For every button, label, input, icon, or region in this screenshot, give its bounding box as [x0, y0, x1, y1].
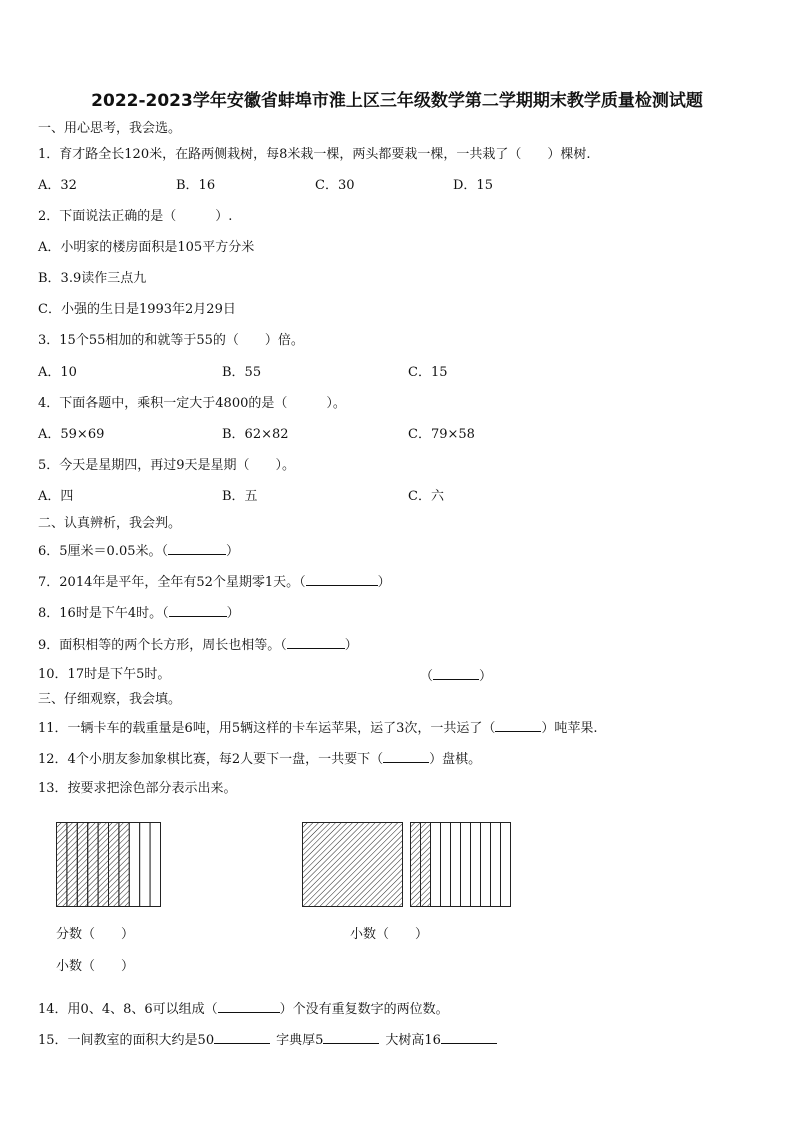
q11-tail: ）吨苹果. [541, 721, 598, 736]
figure-1-tenths [56, 822, 162, 908]
q9-answer-blank[interactable] [287, 636, 345, 649]
q15-part1: 15．一间教室的面积大约是50 [38, 1033, 215, 1048]
question-14 [38, 1000, 449, 1018]
q7-answer-blank[interactable] [306, 573, 378, 586]
q2-option-a[interactable]: A．小明家的楼房面积是105平方分米 [38, 240, 255, 255]
fig2-strip-4 [441, 823, 451, 907]
q14-text: 14．用0、4、8、6可以组成（ [38, 1002, 218, 1017]
question-6 [38, 542, 239, 560]
fig1-strip-5 [98, 823, 108, 907]
question-4: 4．下面各题中，乘积一定大于4800的是（ ）。 [38, 396, 346, 411]
fig2-strip-2 [421, 823, 431, 907]
q5-option-c[interactable]: C．六 [408, 489, 444, 504]
question-2: 2．下面说法正确的是（ ）. [38, 209, 233, 224]
question-12 [38, 750, 481, 768]
fig2-strip-9 [491, 823, 501, 907]
fig2-whole-unit [303, 823, 403, 907]
section-heading-1: 一、用心思考，我会选。 [38, 121, 182, 136]
figure-2-decimal [302, 822, 514, 908]
fig1-decimal-label[interactable]: 小数（ ） [56, 959, 135, 974]
q8-close: ） [226, 606, 240, 621]
q4-option-a[interactable]: A．59×69 [38, 427, 105, 442]
fig1-strip-1 [57, 823, 67, 907]
q15-part2: 字典厚5 [276, 1033, 324, 1048]
q1-option-c[interactable]: C．30 [315, 178, 355, 193]
q1-option-b[interactable]: B．16 [176, 178, 216, 193]
question-1: 1．育才路全长120米，在路两侧栽树，每8米栽一棵，两头都要栽一棵，一共栽了（ ）棵树. [38, 147, 591, 162]
fig1-strip-3 [77, 823, 87, 907]
q1-option-d[interactable]: D．15 [453, 178, 493, 193]
q12-text: 12．4个小朋友参加象棋比赛，每2人要下一盘，一共要下（ [38, 752, 384, 767]
fig1-strip-6 [109, 823, 119, 907]
q7-close: ） [377, 575, 391, 590]
q2-option-c[interactable]: C．小强的生日是1993年2月29日 [38, 302, 236, 317]
fig2-strip-1 [411, 823, 421, 907]
q5-option-a[interactable]: A．四 [38, 489, 74, 504]
q6-close: ） [226, 544, 240, 559]
q12-answer-blank[interactable] [383, 750, 429, 763]
q9-text: 9．面积相等的两个长方形，周长也相等。（ [38, 638, 287, 653]
q15-part3: 大树高16 [385, 1033, 441, 1048]
q10-answer-blank[interactable] [433, 667, 479, 680]
q6-answer-blank[interactable] [168, 542, 226, 555]
q6-text: 6．5厘米＝0.05米。（ [38, 544, 168, 559]
q3-option-b[interactable]: B．55 [222, 365, 262, 380]
q12-tail: ）盘棋。 [429, 752, 482, 767]
q3-option-c[interactable]: C．15 [408, 365, 448, 380]
q1-option-a[interactable]: A．32 [38, 178, 77, 193]
fig2-strip-7 [471, 823, 481, 907]
fig1-strip-4 [88, 823, 98, 907]
fig2-strip-3 [431, 823, 441, 907]
fig2-strip-5 [451, 823, 461, 907]
q15-blank-3[interactable] [441, 1031, 497, 1044]
q9-close: ） [344, 638, 358, 653]
q10-open: （ [420, 669, 434, 684]
q11-answer-blank[interactable] [495, 719, 541, 732]
fig2-strip-6 [461, 823, 471, 907]
fig1-strip-7 [119, 823, 129, 907]
fig2-strip-10 [501, 823, 511, 907]
q8-text: 8．16时是下午4时。（ [38, 606, 169, 621]
q15-blank-2[interactable] [323, 1031, 379, 1044]
q14-answer-blank[interactable] [218, 1000, 280, 1013]
fig1-strip-9 [140, 823, 150, 907]
question-9 [38, 636, 358, 654]
q11-text: 11．一辆卡车的载重量是6吨，用5辆这样的卡车运苹果，运了3次，一共运了（ [38, 721, 496, 736]
page-title: 2022-2023学年安徽省蚌埠市淮上区三年级数学第二学期期末教学质量检测试题 [91, 91, 703, 111]
q3-option-a[interactable]: A．10 [38, 365, 77, 380]
question-8 [38, 604, 240, 622]
fig2-strip-8 [481, 823, 491, 907]
q4-option-b[interactable]: B．62×82 [222, 427, 289, 442]
question-5: 5．今天是星期四，再过9天是星期（ ）。 [38, 458, 296, 473]
fig2-decimal-label[interactable]: 小数（ ） [350, 927, 429, 942]
q2-option-b[interactable]: B．3.9读作三点九 [38, 271, 147, 286]
fig1-strip-2 [67, 823, 77, 907]
fig1-fraction-label[interactable]: 分数（ ） [56, 927, 135, 942]
question-7 [38, 573, 391, 591]
q10-answer-area [420, 667, 492, 685]
section-heading-2: 二、认真辨析，我会判。 [38, 516, 182, 531]
q10-close: ） [479, 669, 493, 684]
q7-text: 7．2014年是平年，全年有52个星期零1天。（ [38, 575, 306, 590]
q15-blank-1[interactable] [214, 1031, 270, 1044]
q8-answer-blank[interactable] [169, 604, 227, 617]
q14-tail: ）个没有重复数字的两位数。 [279, 1002, 449, 1017]
question-15 [38, 1031, 497, 1049]
fig1-strip-10 [150, 823, 160, 907]
q4-option-c[interactable]: C．79×58 [408, 427, 475, 442]
q5-option-b[interactable]: B．五 [222, 489, 258, 504]
section-heading-3: 三、仔细观察，我会填。 [38, 692, 182, 707]
question-10: 10．17时是下午5时。 [38, 667, 171, 682]
question-3: 3．15个55相加的和就等于55的（ ）倍。 [38, 333, 304, 348]
question-13: 13．按要求把涂色部分表示出来。 [38, 781, 237, 796]
question-11 [38, 719, 598, 737]
fig1-strip-8 [129, 823, 139, 907]
